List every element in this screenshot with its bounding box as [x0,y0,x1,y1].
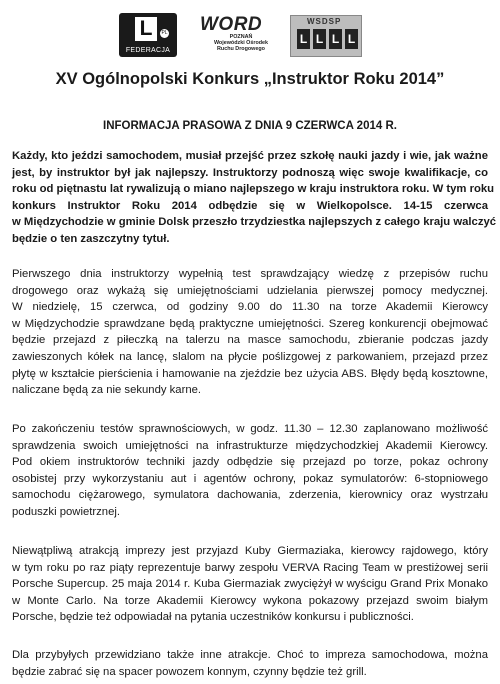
paragraph-other-attractions [12,647,488,680]
text-line: sprawdzenia swoich umiejętności na infrastrukturze międzychodzkiej Akademii Kierowcy. [12,439,488,452]
text-line: Każdy, kto jeździ samochodem, musiał przejść przez szkołę nauki jazdy i wie, jak ważne [12,150,488,162]
text-line: Pod okiem instruktorów techniki jazdy odbędzie się przejazd po torze, pokaz ochrony [12,456,488,469]
text-line: poduszki powietrznej. [12,505,121,518]
paragraph-guest-driver [12,543,488,626]
text-line: zawieszonych kółek na lancę, slalom na płycie poślizgowej z parkowaniem, przejazd przez [12,350,488,363]
text-line: osobistej przy wykorzystaniu aut i agentów ochrony, pokaz symulatorów: 6-stopniowego [12,472,488,485]
federacja-logo [119,13,177,57]
text-line: drogowego oraz wykażą się umiejętnościami udzielania pierwszej pomocy medycznej. [12,284,488,297]
text-line: Po zakończeniu testów sprawnościowych, w godz. 11.30 – 12.30 zaplanowano możliwość [12,423,488,435]
paragraph-first-day [12,266,488,399]
word-logo-line1: Wojewódzki Ośrodek [213,40,269,47]
text-line: Niewątpliwą atrakcją imprezy jest przyjazd Kuby Giermaziaka, kierowcy rajdowego, który [12,545,488,557]
text-line: W niedzielę, 15 czerwca, od godziny 9.00 do 11.30 na torze Akademii Kierowcy [12,301,488,314]
document-title: XV Ogólnopolski Konkurs „Instruktor Roku 2014” [55,70,445,88]
word-logo-subtitle [204,34,278,53]
word-logo [196,14,276,58]
text-line: w tym roku po raz piąty reprezentuje barwy zespołu VERVA Racing Team w prestiżowej serii [12,561,488,574]
text-line: w Międzychodzie w gminie Dolsk przeszło trzydziestka najlepszych z całego kraju walczyć [12,216,497,229]
text-line: w Monte Carlo. Na torze Akademii Kierowcy wykona pokazowy przejazd swoim białym [12,594,488,607]
text-line: będzie zabrać się na spacer powozem konnym, czynny będzie też grill. [12,665,367,678]
text-line: Dla przybyłych przewidziano także inne atrakcje. Choć to impreza samochodowa, można [12,649,488,661]
wsdsp-logo-cell: L [297,29,310,49]
federacja-logo-caption: FEDERACJA [125,47,171,54]
text-line: naliczane będą za nie sekundy karne. [12,384,202,397]
wsdsp-logo-label: WSDSP [307,17,342,26]
text-line: będzie o ten zaszczytny tytuł. [12,232,170,245]
text-line: Porsche Supercup. 25 maja 2014 r. Kuba Giermaziak zwyciężył w wyścigu Grand Prix Monako [12,578,488,591]
press-release-heading: INFORMACJA PRASOWA Z DNIA 9 CZERWCA 2014 R. [103,120,397,132]
text-line: jest, by instruktor był jak najlepszy. Instruktorzy podnoszą więc swoje kwalifikacje, co [12,166,488,179]
text-line: płytę w kształcie pierścienia i hamowanie na zjeździe bez użycia ABS. Błędy będą kosztowne, [12,367,488,380]
text-line: roku od piętnastu lat rywalizują o miano najlepszego w kraju instruktora roku. W tym roku [12,183,495,196]
text-line: samochodu ciężarowego, symulatora dachowania, zderzenia, kierownicy oraz wystrzału [12,489,488,502]
word-logo-city: POZNAŃ [229,34,253,40]
word-logo-name: WORD [200,14,263,35]
text-line: Porsche, będzie też odpowiadał na pytania uczestników konkursu i publiczności. [12,611,414,624]
word-logo-line2: Ruchu Drogowego [217,46,265,53]
wsdsp-logo [290,15,362,57]
text-line: w Międzychodzie sprawdzane będą praktyczne umiejętności. Szereg konkurencji obejmować [12,317,488,330]
wsdsp-logo-cell: L [329,29,342,49]
paragraph-intro [12,148,497,248]
federacja-logo-letter: L [135,17,157,41]
federacja-logo-dot: PL [161,30,168,36]
wsdsp-logo-cell: L [345,29,358,49]
wsdsp-logo-cell: L [313,29,326,49]
paragraph-after-tests [12,421,488,521]
text-line: będzie przejazd z piłeczką na talerzu na masce samochodu, zbieranie podczas jazdy [12,334,488,347]
text-line: konkurs Instruktor Roku 2014 odbędzie się w Wielkopolsce. 14-15 czerwca [12,199,488,212]
text-line: Pierwszego dnia instruktorzy wypełnią test sprawdzający wiedzę z przepisów ruchu [12,268,488,280]
logo-bar [0,10,500,58]
